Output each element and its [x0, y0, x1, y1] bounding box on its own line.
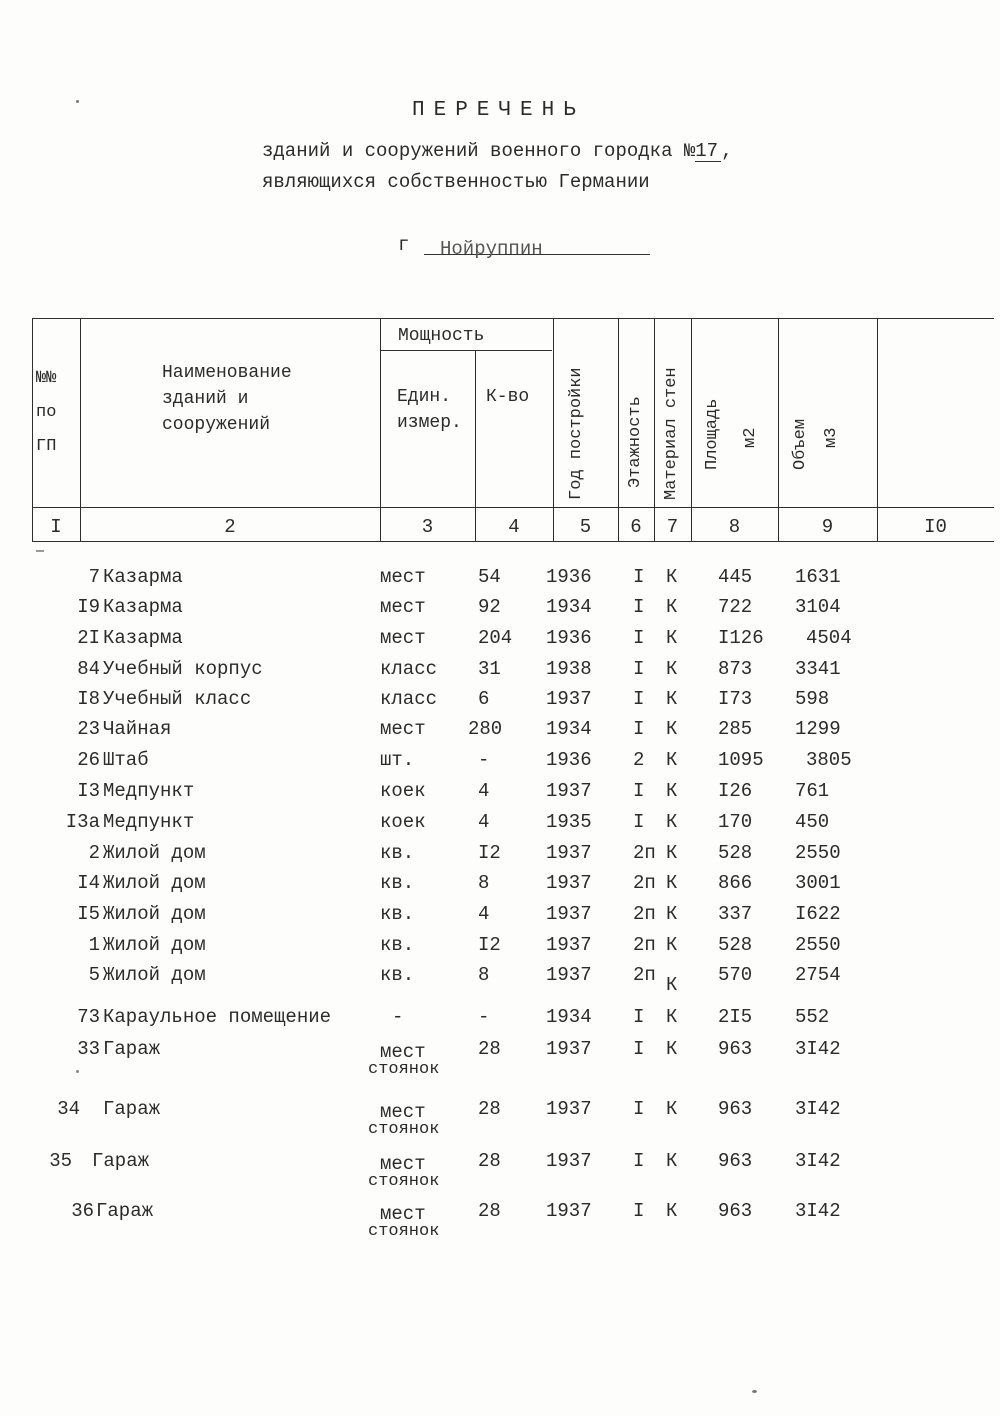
cell-unit: -	[392, 1006, 404, 1028]
cell-qty: 54	[478, 566, 501, 588]
col-number: 8	[728, 516, 741, 538]
cell-unit: кв.	[380, 903, 415, 925]
col-divider-2	[380, 318, 381, 541]
col-name-header-line: Наименование	[162, 363, 292, 383]
cell-name: Жилой дом	[103, 903, 206, 925]
cell-gp: 84	[77, 658, 100, 680]
cell-floors: 2	[633, 749, 645, 771]
document-subtitle-line1	[262, 142, 733, 162]
cell-area: 570	[718, 964, 753, 986]
cell-area: 873	[718, 658, 753, 680]
cell-material: К	[666, 1200, 678, 1222]
cell-area: 866	[718, 872, 753, 894]
cell-unit: класс	[380, 658, 438, 680]
cell-volume: 3341	[795, 658, 841, 680]
table-row	[0, 1150, 1000, 1191]
cell-qty: 31	[478, 658, 501, 680]
cell-unit: коек	[380, 780, 426, 802]
cell-qty: 4	[478, 903, 490, 925]
cell-year: 1937	[546, 903, 592, 925]
cell-name: Учебный класс	[103, 688, 252, 710]
cell-year: 1937	[546, 872, 592, 894]
cell-volume: 3001	[795, 872, 841, 894]
cell-material: К	[666, 627, 678, 649]
cell-unit: шт.	[380, 749, 415, 771]
col-area-unit: м2	[741, 427, 760, 448]
col-divider-8	[778, 318, 779, 541]
cell-floors: I	[633, 688, 645, 710]
table-row	[0, 842, 1000, 866]
cell-unit: класс	[380, 688, 438, 710]
cell-gp: 5	[88, 964, 100, 986]
cell-volume: 3I42	[795, 1200, 841, 1222]
cell-qty: I2	[478, 934, 501, 956]
table-row	[0, 627, 1000, 651]
scan-speck	[36, 550, 44, 552]
cell-area: I26	[718, 780, 753, 802]
cell-unit-continued: стоянок	[368, 1172, 440, 1191]
cell-gp: I3а	[65, 811, 100, 833]
cell-floors: 2п	[633, 903, 656, 925]
cell-gp: 23	[77, 718, 100, 740]
cell-qty: I2	[478, 842, 501, 864]
table-row	[0, 596, 1000, 620]
cell-floors: I	[633, 658, 645, 680]
col-divider-1	[80, 318, 81, 541]
col-divider-6	[654, 318, 655, 541]
cell-material: К	[666, 842, 678, 864]
cell-name: Казарма	[103, 596, 183, 618]
cell-volume: 2550	[795, 934, 841, 956]
col-divider-3	[475, 350, 476, 541]
col-floors-header: Этажность	[626, 396, 645, 488]
table-row	[0, 1200, 1000, 1241]
cell-floors: I	[633, 1038, 645, 1060]
cell-unit: мест	[380, 1203, 426, 1225]
col-number: 7	[666, 516, 679, 538]
cell-year: 1937	[546, 934, 592, 956]
col-divider-9	[877, 318, 878, 541]
cell-floors: 2п	[633, 934, 656, 956]
cell-year: 1935	[546, 811, 592, 833]
cell-area: 963	[718, 1200, 753, 1222]
col-divider-4	[553, 318, 554, 541]
cell-gp: 35	[49, 1150, 72, 1172]
col-number: 6	[630, 516, 642, 538]
cell-gp: I3	[77, 780, 100, 802]
table-row	[0, 688, 1000, 712]
col-gp-header-line: ГП	[36, 437, 57, 456]
cell-unit: кв.	[380, 964, 415, 986]
document-title: ПЕРЕЧЕНЬ	[412, 99, 585, 122]
cell-volume: 3I42	[795, 1038, 841, 1060]
city-name: Нойруппин	[440, 238, 543, 260]
cell-material: К	[666, 596, 678, 618]
cell-name: Гараж	[103, 1038, 161, 1060]
cell-unit: мест	[380, 1041, 426, 1063]
cell-year: 1934	[546, 596, 592, 618]
cell-year: 1936	[546, 566, 592, 588]
header-bottom-rule	[32, 507, 994, 508]
cell-name: Штаб	[103, 749, 149, 771]
cell-unit: мест	[380, 1153, 426, 1175]
table-row	[0, 872, 1000, 896]
cell-gp: 73	[77, 1006, 100, 1028]
cell-qty: 28	[478, 1098, 501, 1120]
col-gp-header-line: по	[36, 403, 57, 422]
cell-qty: 28	[478, 1038, 501, 1060]
cell-name: Чайная	[103, 718, 172, 740]
cell-qty: 4	[478, 811, 490, 833]
cell-floors: I	[633, 1150, 645, 1172]
cell-material: К	[666, 718, 678, 740]
cell-year: 1937	[546, 842, 592, 864]
cell-gp: 36	[71, 1200, 94, 1222]
cell-name: Медпункт	[103, 780, 195, 802]
table-row	[0, 934, 1000, 958]
cell-year: 1936	[546, 627, 592, 649]
cell-qty: 92	[478, 596, 501, 618]
cell-volume: 3I42	[795, 1098, 841, 1120]
col-unit-header-line: измер.	[397, 413, 462, 434]
cell-material: К	[666, 811, 678, 833]
table-row	[0, 1006, 1000, 1030]
cell-year: 1937	[546, 1038, 592, 1060]
cell-area: 1095	[718, 749, 764, 771]
cell-floors: I	[633, 566, 645, 588]
cell-qty: -	[478, 1006, 490, 1028]
scan-speck	[752, 1390, 757, 1393]
cell-material: К	[666, 934, 678, 956]
cell-gp: I4	[77, 872, 100, 894]
cell-name: Казарма	[103, 566, 183, 588]
col-gp-header	[36, 362, 56, 464]
scan-speck	[76, 1070, 79, 1073]
cell-volume: 1299	[795, 718, 841, 740]
cell-unit: мест	[380, 566, 426, 588]
cell-unit: коек	[380, 811, 426, 833]
cell-material: К	[666, 1098, 678, 1120]
cell-volume: 3104	[795, 596, 841, 618]
cell-floors: I	[633, 596, 645, 618]
col-volume-unit: м3	[822, 427, 841, 448]
cell-name: Гараж	[96, 1200, 154, 1222]
cell-area: 2I5	[718, 1006, 753, 1028]
cell-gp: 2I	[77, 627, 100, 649]
col-number: I	[50, 516, 62, 538]
cell-material: К	[666, 688, 678, 710]
cell-material: К	[666, 658, 678, 680]
cell-year: 1936	[546, 749, 592, 771]
cell-gp: 26	[77, 749, 100, 771]
cell-unit-continued: стоянок	[368, 1222, 440, 1241]
cell-year: 1937	[546, 964, 592, 986]
col-number: 4	[508, 516, 520, 538]
cell-material: К	[666, 872, 678, 894]
cell-floors: I	[633, 1098, 645, 1120]
cell-unit: мест	[380, 1101, 426, 1123]
cell-year: 1937	[546, 1200, 592, 1222]
cell-qty: 4	[478, 780, 490, 802]
table-row	[0, 964, 1000, 996]
cell-area: 337	[718, 903, 753, 925]
cell-floors: I	[633, 780, 645, 802]
col-number: 5	[579, 516, 592, 538]
subtitle-prefix: зданий и сооружений военного городка №	[262, 140, 696, 162]
cell-gp: 2	[88, 842, 100, 864]
cell-material: К	[666, 566, 678, 588]
cell-area: I73	[718, 688, 753, 710]
cell-material: К	[666, 1006, 678, 1028]
cell-unit-continued: стоянок	[368, 1120, 440, 1139]
cell-name: Жилой дом	[103, 934, 206, 956]
cell-area: 170	[718, 811, 753, 833]
document-subtitle-line2: являющихся собственностью Германии	[262, 171, 650, 193]
garrison-number: 17	[695, 142, 721, 162]
city-prefix: г	[398, 234, 410, 256]
cell-gp: 33	[77, 1038, 100, 1060]
cell-unit: мест	[380, 627, 426, 649]
cell-year: 1938	[546, 658, 592, 680]
table-top-rule	[32, 318, 994, 319]
cell-volume: 598	[795, 688, 830, 710]
col-qty-header: К-во	[486, 387, 530, 407]
cell-volume: 3805	[806, 749, 852, 771]
col-name-header-line: зданий и	[162, 389, 249, 410]
cell-material: К	[666, 1150, 678, 1172]
cell-floors: I	[633, 627, 645, 649]
table-row	[0, 903, 1000, 927]
cell-name: Жилой дом	[103, 842, 206, 864]
cell-unit: кв.	[380, 842, 415, 864]
table-row	[0, 1098, 1000, 1139]
cell-material: К	[666, 780, 678, 802]
cell-year: 1937	[546, 688, 592, 710]
cell-name: Казарма	[103, 627, 183, 649]
cell-qty: 204	[478, 627, 513, 649]
cell-area: 528	[718, 842, 753, 864]
cell-qty: 280	[468, 718, 503, 740]
cell-name: Жилой дом	[103, 964, 206, 986]
cell-floors: I	[633, 1200, 645, 1222]
cell-unit: кв.	[380, 934, 415, 956]
col-divider-5	[618, 318, 619, 541]
col-name-header	[162, 360, 292, 438]
cell-material: К	[666, 903, 678, 925]
cell-area: 963	[718, 1098, 753, 1120]
col-divider-7	[691, 318, 692, 541]
cell-gp: I5	[77, 903, 100, 925]
table-row	[0, 566, 1000, 590]
col-number: 3	[421, 516, 434, 538]
col-number: 9	[821, 516, 834, 538]
cell-material: К	[666, 1038, 678, 1060]
cell-year: 1937	[546, 1098, 592, 1120]
col-unit-header-line: Един.	[397, 387, 452, 407]
cell-area: 528	[718, 934, 753, 956]
cell-volume: 761	[795, 780, 830, 802]
cell-floors: 2п	[633, 872, 656, 894]
cell-year: 1934	[546, 718, 592, 740]
cell-qty: 8	[478, 964, 490, 986]
cell-area: 963	[718, 1150, 753, 1172]
cell-name: Гараж	[103, 1098, 161, 1120]
cell-floors: I	[633, 811, 645, 833]
cell-volume: 1631	[795, 566, 841, 588]
cell-volume: I622	[795, 903, 841, 925]
cell-gp: I8	[77, 688, 100, 710]
subtitle-suffix: ,	[721, 140, 733, 162]
cell-qty: 6	[478, 688, 490, 710]
cell-unit: мест	[380, 596, 426, 618]
col-number: I0	[924, 516, 947, 538]
cell-qty: 28	[478, 1150, 501, 1172]
cell-qty: -	[478, 749, 490, 771]
cell-volume: 3I42	[795, 1150, 841, 1172]
cell-name: Караульное помещение	[103, 1006, 332, 1028]
table-row	[0, 718, 1000, 742]
scan-speck	[76, 100, 79, 103]
cell-name: Медпункт	[103, 811, 195, 833]
cell-unit: мест	[380, 718, 426, 740]
cell-material: К	[666, 749, 678, 771]
cell-name: Жилой дом	[103, 872, 206, 894]
cell-area: 722	[718, 596, 753, 618]
cell-gp: 1	[88, 934, 100, 956]
table-row	[0, 749, 1000, 773]
table-row	[0, 658, 1000, 682]
cell-unit-continued: стоянок	[368, 1060, 440, 1079]
cell-floors: 2п	[633, 964, 656, 986]
cell-year: 1934	[546, 1006, 592, 1028]
cell-name: Гараж	[92, 1150, 150, 1172]
cell-floors: 2п	[633, 842, 656, 864]
table-row	[0, 1038, 1000, 1079]
cell-area: 445	[718, 566, 753, 588]
cell-gp: 7	[88, 566, 100, 588]
power-group-header: Мощность	[398, 326, 485, 346]
col-name-header-line: сооружений	[162, 415, 271, 436]
col-year-header: Год постройки	[567, 367, 586, 500]
table-row	[0, 811, 1000, 835]
cell-year: 1937	[546, 1150, 592, 1172]
col-material-header: Материал стен	[662, 367, 681, 500]
cell-floors: I	[633, 718, 645, 740]
cell-volume: 450	[795, 811, 830, 833]
col-volume-header: Объем	[791, 418, 810, 470]
numbering-bottom-rule	[32, 541, 994, 542]
col-gp-header-line: №№	[36, 369, 57, 388]
table-row	[0, 780, 1000, 804]
col-area-header: Площадь	[703, 398, 722, 470]
cell-area: I126	[718, 627, 764, 649]
cell-gp: 34	[57, 1098, 80, 1120]
power-group-rule	[380, 350, 552, 351]
cell-unit: кв.	[380, 872, 415, 894]
cell-qty: 8	[478, 872, 490, 894]
cell-volume: 552	[795, 1006, 830, 1028]
cell-volume: 2550	[795, 842, 841, 864]
table-left-rule	[32, 318, 33, 541]
col-number: 2	[224, 516, 236, 538]
cell-volume: 4504	[806, 627, 852, 649]
cell-area: 285	[718, 718, 753, 740]
col-unit-header	[397, 384, 462, 436]
cell-material: К	[666, 974, 678, 996]
cell-floors: I	[633, 1006, 645, 1028]
cell-name: Учебный корпус	[103, 658, 263, 680]
cell-volume: 2754	[795, 964, 841, 986]
cell-area: 963	[718, 1038, 753, 1060]
cell-qty: 28	[478, 1200, 501, 1222]
cell-gp: I9	[77, 596, 100, 618]
cell-year: 1937	[546, 780, 592, 802]
